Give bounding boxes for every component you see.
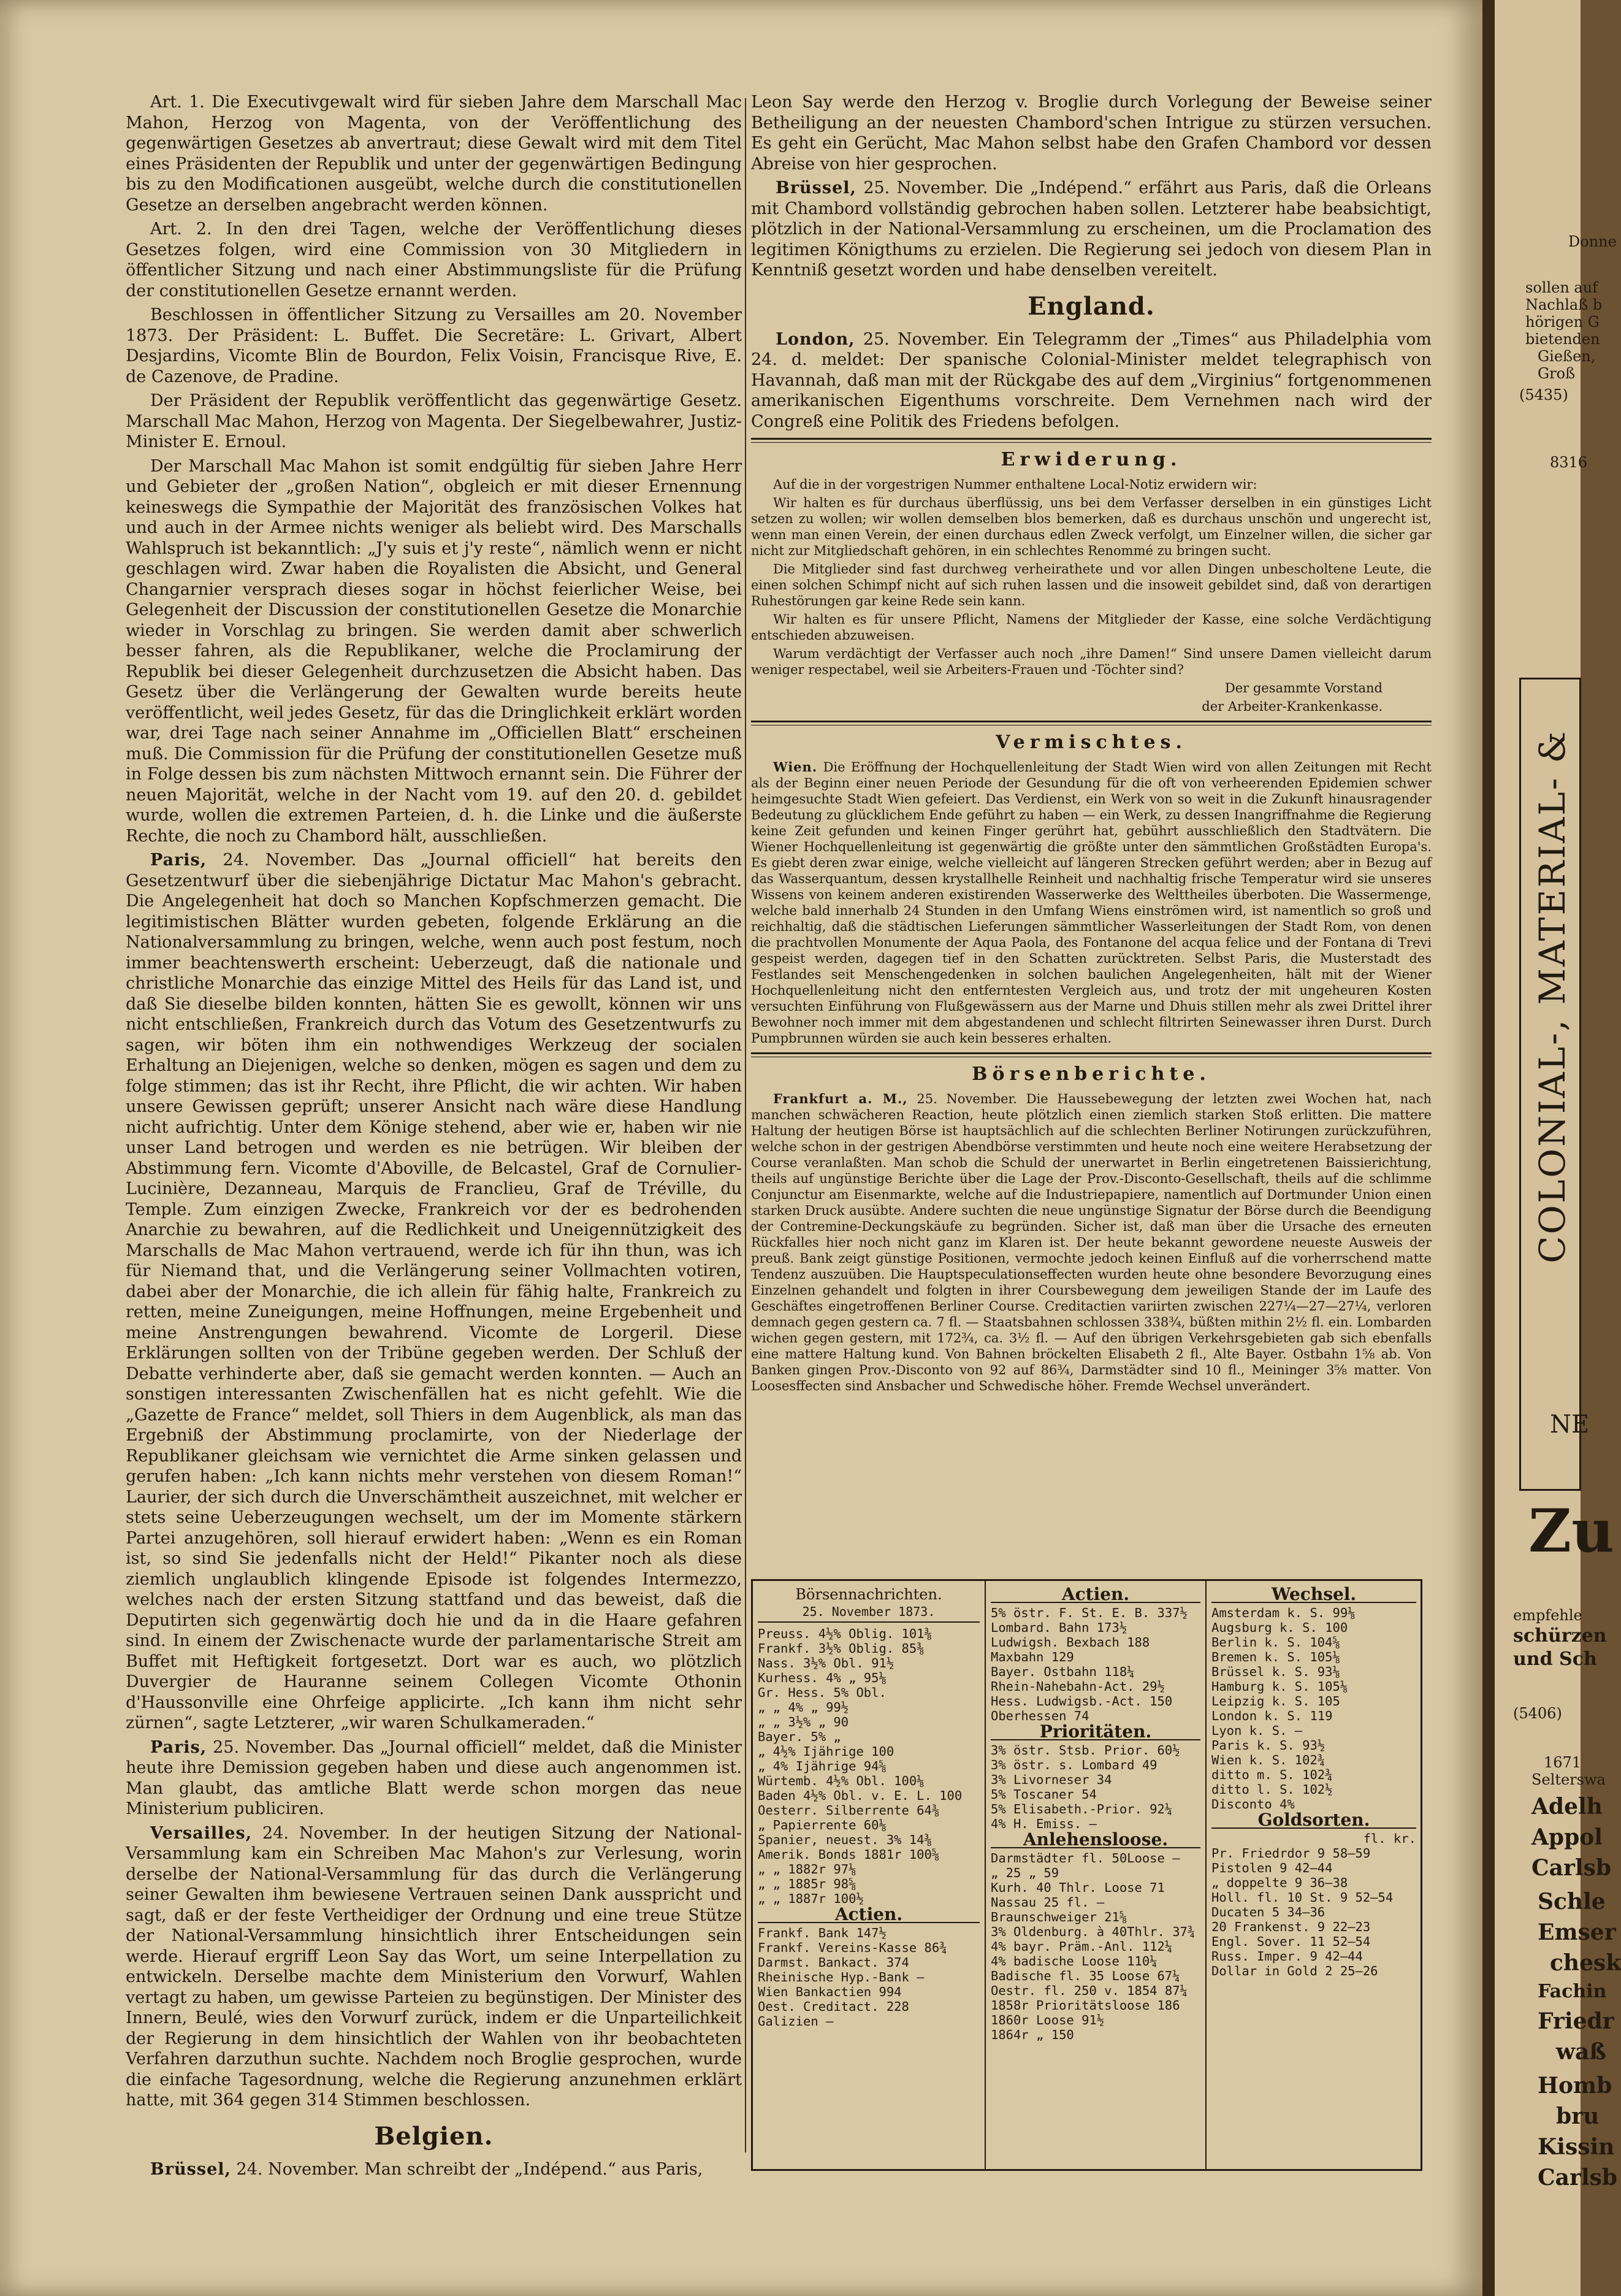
page-gutter: [1482, 0, 1495, 2296]
table-row: Ludwigsh. Bexbach 188: [991, 1635, 1150, 1650]
article-text: 24. November. In der heutigen Sitzung der National-Versammlung kam ein Schreiben Mac Mahon's zur Verlesung, worin derselbe der National-Versammlung für das durch die Verlängerung seiner Gewalten ihm bewiesene Vertrauen seinen Dank ausspricht und sagt, daß er der feste Vertheidiger der Ordnung und eine treue Stütze der National-Versammlung hinsichtlich ihrer Entscheidungen sein werde. Hierauf ergriff Leon Say das Wort, um seine Interpellation zu entwickeln. Derselbe machte dem Ministerium den Vorwurf, Wahlen vertagt zu haben, um gewisse Parteien zu begünstigen. Der Minister des Innern, Beulé, wies den Vorwurf zurück, indem er die Unparteilichkeit der Regierung in dem hinsichtlich der Wahlen von ihr beobachteten Verfahren darzuthun suchte. Nachdem noch Broglie gesprochen, wurde die einfache Tagesordnung, welche die Regierung anzunehmen erklärt hatte, mit 364 gegen 314 Stimmen beschlossen.: [126, 1823, 742, 2110]
table-row: Brüssel k. S. 93⅛: [1211, 1664, 1340, 1679]
notice-signature: Der gesammte Vorstand: [1224, 681, 1383, 695]
article-paragraph: [126, 2159, 742, 2180]
article-paragraph: Art. 2. In den drei Tagen, welche der Veröffentlichung dieses Gesetzes folgen, wird eine Commission von 30 Mitgliedern in öffentlicher Sitzung und nach einer Abstimmungsliste für die Prüfung der constitutionellen Gesetze ernannt werden.: [126, 220, 742, 300]
table-rows: [991, 1605, 1200, 1723]
fragment-text: chesk: [1550, 1950, 1621, 1976]
table-row: Frankf. Vereins-Kasse 86¾: [758, 1940, 947, 1955]
table-row: 4% badische Loose 110¼: [991, 1954, 1158, 1969]
table-row: 3% östr. s. Lombard 49: [991, 1758, 1158, 1772]
table-row: „ 4% Ijährige 94⅝: [758, 1759, 887, 1774]
table-rows: [1211, 1605, 1416, 1812]
table-row: Wien Bankactien 994: [758, 1984, 902, 1999]
table-row: Frankf. Bank 147½: [758, 1926, 887, 1940]
table-row: Leipzig k. S. 105: [1211, 1694, 1340, 1709]
table-row: Hamburg k. S. 105⅛: [1211, 1679, 1348, 1694]
table-subheading: Prioritäten.: [991, 1724, 1200, 1740]
fragment-text: Friedr: [1538, 2008, 1614, 2034]
table-row: 5% Elisabeth.-Prior. 92¼: [991, 1802, 1173, 1816]
fragment-text: und Sch: [1513, 1648, 1597, 1670]
table-row: 1858r Prioritätsloose 186: [991, 1998, 1180, 2013]
table-row: „ „ 4% „ 99½: [758, 1700, 849, 1715]
section-heading-belgien: Belgien.: [374, 2121, 494, 2151]
table-row: Rhein-Nahebahn-Act. 29½: [991, 1679, 1165, 1694]
notice-paragraph: Wir halten es für durchaus überflüssig, uns bei dem Verfasser derselben in ein günstiges Licht setzen zu wollen; wir wollen demselben blos bemerken, daß es durchaus unschön und ungerecht ist, wenn man einen Verein, der einen durchaus edlen Zweck verfolgt, um Einzelner willen, die sicher gar nicht zur Mitgliedschaft gehören, in ein schlechtes Renommé zu bringen sucht.: [751, 496, 1432, 558]
table-row: 5% Toscaner 54: [991, 1787, 1097, 1802]
table-row: Oberhessen 74: [991, 1709, 1089, 1723]
table-subheading: Actien.: [758, 1907, 980, 1923]
table-row: Paris k. S. 93½: [1211, 1738, 1325, 1753]
fragment-text: Carlsb: [1531, 1855, 1612, 1881]
article-paragraph: [126, 850, 742, 1734]
table-row: Gr. Hess. 5% Obl.: [758, 1685, 887, 1700]
table-row: 3% östr. Stsb. Prior. 60½: [991, 1743, 1180, 1758]
table-row: Augsburg k. S. 100: [1211, 1620, 1348, 1635]
table-row: Darmst. Bankact. 374: [758, 1955, 909, 1970]
fragment-text: Carlsb: [1538, 2165, 1618, 2191]
article-text: 25. November. Die Haussebewegung der letzten zwei Wochen hat, nach manchen schwächeren Reaction, heute plötzlich einen ziemlich starken Stoß erlitten. Die mattere Haltung der heutigen Börse ist hauptsächlich auf die schlechten Berliner Notirungen zurückzuführen, welche schon in der gestrigen Abendbörse verstimmten und heute noch eine weitere Herabsetzung der Course veranlaßten. Man schob die Schuld der unerwartet in Berlin eingetretenen Baissierichtung, theils auf ungünstige Berichte über die Lage der Prov.-Disconto-Gesellschaft, theils auf die schlimme Conjunctur am Eisenmarkte, welche auf die Industriepapiere, namentlich auf Dortmunder Union einen starken Druck ausübte. Andere suchten die neue ungünstige Signatur der Börse durch die Beendigung der Contremine-Deckungskäufe zu begründen. Sicher ist, daß man über die Ursache des erneuten Rückfalles hier noch nicht ganz im Klaren ist. Der heute bekannt gewordene neueste Ausweis der preuß. Bank zeigt günstige Positionen, vermochte jedoch keinen Einfluß auf die vorherrschend matte Tendenz auszuüben. Die Hauptspeculationseffecten wurden heute ohne besondere Bevorzugung eines Einzelnen gehandelt und folgten in ihrer Coursbewegung dem jeweiligen Stande der im Laufe des Geschäftes eingetroffenen Berliner Course. Creditactien variirten zwischen 227¼—27—27¼, verloren demnach gegen gestern ca. 7 fl. — Staatsbahnen schlossen 338¾, büßten mithin 2½ fl. ein. Lombarden wichen gegen gestern, mit 172¾, ca. 3½ fl. — Auf den übrigen Verkehrsgebieten gab sich ebenfalls eine mattere Haltung kund. Von Bahnen bröckelten Elisabeth 2 fl., Alte Bayer. Ostbahn 1⅝ ab. Von Banken gingen Prov.-Disconto von 92 auf 86¾, Darmstädter sind 10 fl., Meininger 3⅝ matter. Von Loosesffecten sind Ansbacher und Schwedische höher. Fremde Wechsel unverändert.: [751, 1092, 1432, 1393]
table-row: Engl. Sover. 11 52—54: [1211, 1934, 1371, 1949]
article-paragraph: Der Präsident der Republik veröffentlicht das gegenwärtige Gesetz. Marschall Mac Mahon, Herzog von Magenta. Der Siegelbewahrer, Justiz-Minister E. Ernoul.: [126, 391, 742, 451]
table-row: Badische fl. 35 Loose 67¼: [991, 1969, 1180, 1983]
fragment-text: Appol: [1531, 1824, 1603, 1850]
table-row: Nass. 3½% Obl. 91½: [758, 1656, 894, 1670]
fragment-text: Donne: [1568, 233, 1617, 250]
table-row: Nassau 25 fl. —: [991, 1895, 1105, 1910]
table-row: Galizien —: [758, 2014, 834, 2029]
fragment-text: schürzen: [1513, 1625, 1607, 1647]
table-row: ditto l. S. 102½: [1211, 1782, 1333, 1797]
table-row: Russ. Imper. 9 42—44: [1211, 1949, 1363, 1964]
table-row: 3% Livorneser 34: [991, 1772, 1112, 1787]
table-row: ditto m. S. 102¾: [1211, 1767, 1333, 1782]
table-subheading: Wechsel.: [1211, 1587, 1416, 1603]
vermischtes-heading: Vermischtes.: [996, 732, 1187, 753]
notice-paragraph: Die Mitglieder sind fast durchweg verheirathete und vor allen Dingen unbescholtene Leute, die einen solchen Schimpf nicht auf sich ruhen lassen und die insoweit gebildet sind, daß von derartigen Ruhestörungen gar keine Rede sein kann.: [751, 562, 1432, 608]
article-text: Die Eröffnung der Hochquellenleitung der Stadt Wien wird von allen Zeitungen mit Recht als der Beginn einer neuen Periode der Gesundung für die oft von verheerenden Epidemien schwer heimgesuchte Stadt Wien gefeiert. Das Verdienst, ein Werk von so weit in die Zukunft hinausragender Bedeutung zu glücklichem Ende geführt zu haben — ein Werk, zu dessen Inangriffnahme die Regierung keine Zeit gefunden und keinen Finger gerührt hat, gebührt ausschließlich den Stadtvätern. Die Wiener Hochquellenleitung ist gegenwärtig die größte unter den sämmtlichen Großstädten Europa's. Es giebt deren zwar einige, welche vielleicht auf längeren Strecken geführt werden; aber in Bezug auf das Wasserquantum, dessen krystallhelle Reinheit und nachhaltig frische Temperatur wird sie unseres Wissens von keinem anderen existirenden Wasserwerke des Welttheiles überboten. Die Wassermenge, welche bald innerhalb 24 Stunden in den Umfang Wiens einströmen wird, ist namentlich so groß und reichhaltig, daß die städtischen Lieferungen sämmtlicher Wasserleitungen der Stadt Rom, von denen die prachtvollen Monumente der Aqua Paola, des Fontanone del acqua felice und der Fontana di Trevi gespeist werden, dagegen tief in den Schatten zurücktreten. Selbst Paris, die Musterstadt des Festlandes seit Menschengedenken in solchen baulichen Angelegenheiten, hält mit der Wiener Hochquellenleitung nicht den entferntesten Vergleich aus, und trotz der mit ungeheuren Kosten versuchten Einführung von Flußgewässern aus der Marne und Dhuis stillen mehr als zwei Drittel ihrer Bewohner noch immer mit dem abgestandenen und schlecht filtrirten Seinewasser ihren Durst. Durch Pumpbrunnen würden sie auch kein besseres erhalten.: [751, 760, 1432, 1046]
table-rows: [758, 1626, 980, 1906]
section-rule: [751, 1052, 1432, 1057]
table-row: Oest. Creditact. 228: [758, 1999, 909, 2014]
table-row: „ „ 1882r 97⅛: [758, 1862, 856, 1877]
column-rule: [745, 98, 746, 2152]
table-row: 1860r Loose 91½: [991, 2013, 1105, 2027]
fragment-text: Fachin: [1538, 1981, 1607, 2002]
fragment-text: bietenden: [1525, 331, 1600, 348]
table-row: Dollar in Gold 2 25—26: [1211, 1964, 1378, 1978]
table-rows: [1211, 1846, 1416, 1978]
fragment-text: Groß: [1538, 365, 1576, 382]
notice-paragraph: Auf die in der vorgestrigen Nummer enthaltene Local-Notiz erwidern wir:: [773, 477, 1257, 492]
table-row: Oestr. fl. 250 v. 1854 87¼: [991, 1983, 1188, 1998]
table-row: Holl. fl. 10 St. 9 52—54: [1211, 1890, 1394, 1905]
table-row: Kurh. 40 Thlr. Loose 71: [991, 1880, 1165, 1895]
table-column: [1207, 1581, 1421, 2169]
table-row: 4% bayr. Präm.-Anl. 112¼: [991, 1939, 1173, 1954]
dateline: London,: [776, 329, 855, 349]
table-row: Oesterr. Silberrente 64⅜: [758, 1803, 940, 1818]
fragment-headline: Zu: [1528, 1496, 1614, 1566]
dateline: Frankfurt a. M.,: [773, 1091, 908, 1106]
boersenberichte-heading: Börsenberichte.: [972, 1063, 1211, 1085]
fragment-text: (5406): [1513, 1705, 1562, 1722]
article-paragraph: Der Marschall Mac Mahon ist somit endgültig für sieben Jahre Herr und Gebieter der „großen Nation“, obgleich er mit dieser Ernennung keineswegs die Sympathie der Majorität des französischen Volkes hat und auch in der Armee nichts weniger als beliebt wird. Des Marschalls Wahlspruch ist bekanntlich: „J'y suis et j'y reste“, nämlich wenn er nicht geschlagen wird. Zwar haben die Royalisten die Absicht, und General Changarnier versprach dieses sogar in höchst feierlicher Weise, bei Gelegenheit der Discussion der constitutionellen Gesetze die Monarchie wieder in Vorschlag zu bringen. Sie werden damit aber schwerlich besser fahren, als die Republikaner, welche die Proclamirung der Republik bei dieser Gelegenheit durchzusetzen die Absicht haben. Das Gesetz über die Verlängerung der Gewalten wurde bereits heute veröffentlicht, weil jedes Gesetz, für das die Dringlichkeit erklärt worden war, drei Tage nach seiner Annahme im „Officiellen Blatt“ erscheinen muß. Die Commission für die Prüfung der constitutionellen Gesetze muß in Folge dessen bis zum nächsten Mittwoch ernannt sein. Die Führer der neuen Majorität, welche in der Nacht vom 19. auf den 20. d. gebildet wurde, wollen die extremen Parteien, d. h. die Linke und die äußerste Rechte, die noch zu Chambord hält, ausschließen.: [126, 456, 742, 846]
article-paragraph: [751, 759, 1432, 1046]
fragment-text: 8316: [1550, 454, 1588, 471]
fragment-text: Kissin: [1538, 2134, 1615, 2160]
fragment-text: empfehle: [1513, 1607, 1582, 1624]
notice-paragraph: Warum verdächtigt der Verfasser auch noch „ihre Damen!“ Sind unsere Damen vielleicht darum weniger respectabel, weil sie Arbeiters-Frauen und -Töchter sind?: [751, 646, 1432, 677]
table-row: Disconto 4%: [1211, 1797, 1295, 1812]
fragment-text: hörigen G: [1525, 313, 1600, 331]
dateline: Brüssel,: [150, 2159, 231, 2179]
stock-exchange-table: [751, 1579, 1422, 2171]
fragment-text: Emser: [1538, 1919, 1616, 1945]
section-rule: [751, 721, 1432, 725]
article-text: 25. November. Die „Indépend.“ erfährt aus Paris, daß die Orleans mit Chambord vollständig gebrochen haben sollen. Letzterer habe beabsichtigt, plötzlich in der National-Versammlung zu erscheinen, um die Proclamation des legitimen Königthums zu erzielen. Die Regierung sei jedoch von diesem Plan in Kenntniß gesetzt worden und habe denselben vereitelt.: [751, 178, 1432, 280]
table-row: 1864r „ 150: [991, 2027, 1074, 2042]
table-row: „ 25 „ 59: [991, 1866, 1059, 1880]
table-subheading: Goldsorten.: [1211, 1813, 1416, 1829]
table-row: „ 4½% Ijährige 100: [758, 1744, 894, 1759]
table-row: London k. S. 119: [1211, 1709, 1333, 1723]
article-text: 25. November. Ein Telegramm der „Times“ aus Philadelphia vom 24. d. meldet: Der spanische Colonial-Minister meldet telegraphisch von Havannah, daß man mit der Rückgabe des auf dem „Virginius“ fortgenommenen amerikanischen Eigenthums vorschreite. Dem Vernehmen nach wird der Congreß eine Politik des Friedens befolgen.: [751, 329, 1432, 431]
fragment-text: Adelh: [1531, 1794, 1603, 1820]
fragment-text: Gießen,: [1538, 348, 1596, 365]
table-title: Börsennachrichten.: [795, 1586, 942, 1603]
table-rows: [991, 1743, 1200, 1831]
table-row: Kurhess. 4% „ 95⅛: [758, 1670, 887, 1685]
table-row: „ „ 3½% „ 90: [758, 1715, 849, 1729]
dateline: Versailles,: [150, 1823, 253, 1843]
dateline: Wien.: [773, 759, 818, 775]
table-row: Preuss. 4½% Oblig. 101⅜: [758, 1626, 932, 1641]
vertical-advert-text: COLONIAL-, MATERIAL- &: [1531, 729, 1573, 1263]
article-paragraph: Leon Say werde den Herzog v. Broglie durch Vorlegung der Beweise seiner Betheiligung an der neuesten Chambord'schen Intrigue zu stürzen versuchen. Es geht ein Gerücht, Mac Mahon selbst habe den Grafen Chambord vor dessen Abreise von hier gesprochen.: [751, 93, 1432, 174]
erwiderung-heading: Erwiderung.: [1001, 449, 1182, 470]
fragment-text: Nachlaß b: [1525, 296, 1603, 313]
table-row: Bremen k. S. 105⅛: [1211, 1650, 1340, 1664]
table-subheading: Actien.: [991, 1587, 1200, 1603]
article-paragraph: Art. 1. Die Executivgewalt wird für sieben Jahre dem Marschall Mac Mahon, Herzog von Magenta, von der Veröffentlichung des gegenwärtigen Gesetzes ab anvertraut; diese Gewalt wird mit dem Titel eines Präsidenten der Republik und unter der gegenwärtigen Bedingung bis zu den Modificationen ausgeübt, welche durch die constitutionellen Gesetze an derselben angebracht werden können.: [126, 93, 742, 215]
table-row: Spanier, neuest. 3% 14⅜: [758, 1832, 932, 1847]
fragment-text: bru: [1556, 2103, 1600, 2129]
dateline: Brüssel,: [776, 178, 856, 197]
table-row: Amerik. Bonds 1881r 100⅝: [758, 1847, 940, 1862]
table-row: Pistolen 9 42—44: [1211, 1861, 1333, 1875]
table-row: 20 Frankenst. 9 22—23: [1211, 1919, 1371, 1934]
section-heading-england: England.: [1028, 291, 1155, 321]
section-rule: [751, 438, 1432, 443]
table-row: Darmstädter fl. 50Loose —: [991, 1851, 1180, 1866]
article-paragraph: Beschlossen in öffentlicher Sitzung zu Versailles am 20. November 1873. Der Präsident: L. Buffet. Die Secretäre: L. Grivart, Albert Desjardins, Vicomte Blin de Bourdon, Felix Voisin, Francisque Rive, E. de Cazenove, de Pradine.: [126, 305, 742, 386]
article-paragraph: [751, 1091, 1432, 1394]
table-row: Braunschweiger 21⅝: [991, 1910, 1127, 1924]
table-row: „ doppelte 9 36—38: [1211, 1875, 1348, 1890]
article-text: 24. November. Das „Journal officiell“ hat bereits den Gesetzentwurf über die siebenjährige Dictatur Mac Mahon's gebracht. Die Angelegenheit hat doch so Manchen Kopfschmerzen gemacht. Die legitimistischen Blätter wurden gebeten, folgende Erklärung an die Nationalversammlung zu bringen, welche, wenn auch post festum, noch immer beachtenswerth erscheint: Ueberzeugt, daß die nationale und christliche Monarchie das einzige Mittel des Heils für das Land ist, und daß Sie dieselbe bilden konnten, hätten Sie es gewollt, können wir uns nicht entschließen, Frankreich durch das Votum des Gesetzentwurfs zu sagen, wir böten ihm ein nothwendiges Werkzeug der socialen Erhaltung an Diejenigen, welche so denken, mögen es sagen und dem zu folge stimmen; das ist ihr Recht, ihre Pflicht, die wir achten. Wir haben unsere Gewissen geprüft; unserer Ansicht nach wäre diese Handlung nicht aufrichtig. Unter dem Könige stehend, aber wie er, haben wir nie unser Land betrogen und werden es nie betrügen. Wir bleiben der Abstimmung fern. Vicomte d'Aboville, de Belcastel, Graf de Cornulier-Lucinière, Dezanneau, Marquis de Franclieu, Graf de Tréville, du Temple. Zum einzigen Zwecke, Frankreich vor der es bedrohenden Anarchie zu bewahren, auf die Redlichkeit und Uneigennützigkeit des Marschalls de Mac Mahon vertrauend, werde ich für ihn thun, was ich für Niemand that, und die Verlängerung seiner Vollmachten votiren, dabei aber der Monarchie, die ich allein für fähig halte, Frankreich zu retten, meine Zuneigungen, meine Hoffnungen, meine Ergebenheit und meine Anstrengungen bewahrend. Vicomte de Lorgeril. Diese Erklärungen sollten von der Tribüne gegeben werden. Der Schluß der Debatte verhinderte aber, daß sie gemacht werden konnten. — Auch an sonstigen interessanten Zwischenfällen hat es nicht gefehlt. Wie die „Gazette de France“ meldet, soll Thiers in dem Augenblick, als man das Ergebniß der Abstimmung proclamirte, von der Niederlage der Republikaner gleichsam wie vernichtet die Arme sinken gelassen und gerufen haben: „Ich kann nichts mehr verstehen von diesem Roman!“ Laurier, der sich durch die Unverschämtheit auszeichnet, mit welcher er stets seine Ueberzeugungen wechselt, um der im Momente stärkern Partei anzugehören, soll hierauf erwidert haben: „Wenn es ein Roman ist, so sind Sie jedenfalls nicht der Held!“ Pikanter noch als diese ziemlich unglaublich klingende Episode ist folgendes Intermezzo, welches nach der ersten Sitzung stattfand und das beweist, daß die Deputirten sich gegenwärtig doch hie und da in die Haare gefahren sind. In einem der Zwischenacte wurde der parlamentarische Streit am Buffet mit Heftigkeit fortgesetzt. Dort war es auch, wo plötzlich Duvergier de Hauranne seinem Collegen Vicomte Othonin d'Haussonville eine Ohrfeige applicirte. „Ich kann ihm nicht sehr zürnen“, sagte Letzterer, „wir waren Schulkameraden.“: [126, 851, 742, 1732]
notice-paragraph: Wir halten es für unsere Pflicht, Namens der Mitglieder der Kasse, eine solche Verdächtigung entschieden abzuweisen.: [751, 612, 1432, 643]
fragment-text: Homb: [1538, 2073, 1612, 2099]
table-row: 3% Oldenburg. à 40Thlr. 37¾: [991, 1924, 1196, 1939]
table-row: Maxbahn 129: [991, 1650, 1074, 1664]
article-text: 25. November. Das „Journal officiell“ meldet, daß die Minister heute ihre Demission gegeben haben und diese auch angenommen ist. Man glaubt, das amtliche Blatt werde schon morgen das neue Ministerium publiciren.: [126, 1737, 742, 1818]
table-row: Hess. Ludwigsb.-Act. 150: [991, 1694, 1173, 1709]
table-column: [753, 1581, 986, 2169]
fragment-text: (5435): [1519, 386, 1568, 404]
table-row: Amsterdam k. S. 99⅛: [1211, 1605, 1356, 1620]
dateline: Paris,: [150, 1737, 207, 1757]
fragment-text: waß: [1556, 2039, 1606, 2065]
table-row: Baden 4½% Obl. v. E. L. 100: [758, 1788, 963, 1803]
table-date: 25. November 1873.: [758, 1604, 980, 1623]
table-row: Pr. Friedrdor 9 58—59: [1211, 1846, 1371, 1861]
table-column: [986, 1581, 1207, 2169]
fragment-text: 1671: [1544, 1754, 1582, 1771]
table-row: Lyon k. S. —: [1211, 1723, 1303, 1738]
table-row: Ducaten 5 34—36: [1211, 1905, 1325, 1919]
fragment-text: Schle: [1538, 1889, 1606, 1915]
dateline: Paris,: [150, 851, 207, 870]
table-row: Bayer. 5% „: [758, 1729, 841, 1744]
table-row: 5% östr. F. St. E. B. 337½: [991, 1605, 1188, 1620]
fragment-text: NE: [1550, 1410, 1590, 1439]
table-row: Frankf. 3½% Oblig. 85⅜: [758, 1641, 925, 1656]
fragment-text: sollen auf: [1525, 279, 1598, 296]
article-paragraph: [751, 178, 1432, 281]
article-paragraph: [751, 329, 1432, 432]
fragment-text: Selterswa: [1531, 1771, 1606, 1788]
table-rows: [991, 1851, 1200, 2042]
table-unit-row: fl. kr.: [1363, 1831, 1416, 1846]
notice-signature: der Arbeiter-Krankenkasse.: [1202, 699, 1383, 714]
table-subheading: Anlehensloose.: [991, 1832, 1200, 1848]
table-row: „ „ 1885r 98⅝: [758, 1877, 856, 1891]
table-row: „ „ 1887r 100½: [758, 1891, 864, 1906]
table-row: Lombard. Bahn 173½: [991, 1620, 1127, 1635]
table-row: Rheinische Hyp.-Bank —: [758, 1970, 925, 1984]
article-paragraph: [126, 1823, 742, 2111]
table-row: Wien k. S. 102¾: [1211, 1753, 1325, 1767]
next-page-fragment: [1495, 0, 1621, 2296]
table-row: Würtemb. 4½% Obl. 100⅛: [758, 1774, 925, 1788]
table-row: Berlin k. S. 104⅝: [1211, 1635, 1340, 1650]
table-row: Bayer. Ostbahn 118¼: [991, 1664, 1135, 1679]
article-paragraph: [126, 1737, 742, 1820]
table-rows: [758, 1926, 980, 2029]
article-text: 24. November. Man schreibt der „Indépend.“ aus Paris,: [236, 2159, 703, 2179]
table-row: „ Papierrente 60⅛: [758, 1818, 887, 1832]
left-column: [126, 92, 742, 2202]
table-row: 4% H. Emiss. —: [991, 1816, 1097, 1831]
